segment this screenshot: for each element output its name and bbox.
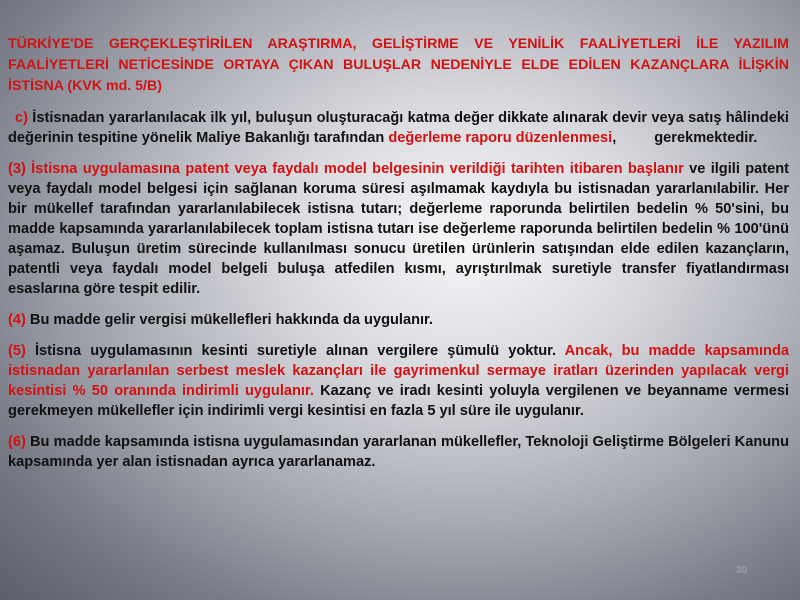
paragraph-5-highlight: Ancak, bu madde kapsamında istisnadan yararlanılan serbest meslek kazançları ile gayrimenkul sermaye iratları üzerinden yapılacak vergi kesintisi % 50 oranında indirimli uygulanır. xyxy=(8,343,789,399)
paragraph-5-marker: (5) xyxy=(8,343,26,359)
slide-title: TÜRKİYE'DE GERÇEKLEŞTİRİLEN ARAŞTIRMA, GELİŞTİRME VE YENİLİK FAALİYETLERİ İLE YAZILIM FAALİYETLERİ NETİCESİNDE ORTAYA ÇIKAN BULUŞLAR NEDENİYLE ELDE EDİLEN KAZANÇLARA İLİŞKİN İSTİSNA (KVK md. 5/B) xyxy=(8,36,789,94)
paragraph-5-text: İstisna uygulamasının kesinti suretiyle alınan vergilere şümulü yoktur. xyxy=(25,343,565,359)
paragraph-c-text: İstisnadan yararlanılacak ilk yıl, buluşun oluşturacağı katma değer dikkate alınarak devir veya satış hâlindeki değerinin tespitine yönelik Maliye Bakanlığı tarafından xyxy=(8,110,789,146)
paragraph-4-marker: (4) xyxy=(8,312,26,328)
paragraph-3 xyxy=(8,159,789,299)
paragraph-5-text-end: Kazanç ve iradı kesinti yoluyla vergilenen ve beyanname vermesi gerekmeyen mükellefler için indirimli vergi kesintisi en fazla 5 yıl süre ile uygulanır. xyxy=(8,383,789,419)
paragraph-c-end: gerekmektedir. xyxy=(654,130,758,146)
paragraph-c-highlight: değerleme raporu düzenlenmesi xyxy=(388,130,613,146)
paragraph-6-marker: (6) xyxy=(8,434,26,450)
paragraph-4 xyxy=(8,310,789,330)
paragraph-6-text: Bu madde kapsamında istisna uygulamasından yararlanan mükellefler, Teknoloji Geliştirme Bölgeleri Kanunu kapsamında yer alan istisnadan ayrıca yararlanamaz. xyxy=(8,434,789,470)
paragraph-4-text: Bu madde gelir vergisi mükellefleri hakkında da uygulanır. xyxy=(25,312,433,328)
paragraph-c xyxy=(8,108,789,148)
paragraph-3-text: ve ilgili patent veya faydalı model belgesi için sağlanan koruma süresi aşılmamak kaydıyla bu istisnadan yararlanılabilir. Her bir mükellef tarafından yararlanılabilecek istisna tutarı; değerleme raporunda belirtilen bedelin % 50'sini, bu madde kapsamında yararlanılabilecek toplam istisna tutarı ise değerleme raporunda belirtilen bedelin % 100'ünü aşamaz. Buluşun üretim sürecinde kullanılması sonucu üretilen ürünlerin satışından elde edilen kazançların, patentli veya faydalı model belgeli buluşa atfedilen kısmı, ayrıştırılmak suretiyle transfer fiyatlandırması esaslarına göre tespit edilir. xyxy=(8,161,789,297)
paragraph-c-comma: , xyxy=(612,130,617,146)
paragraph-6 xyxy=(8,432,789,472)
paragraph-3-highlight: (3) İstisna uygulamasına patent veya faydalı model belgesinin verildiği tarihten itibaren başlanır xyxy=(8,161,684,177)
page-number: 30 xyxy=(736,565,748,576)
paragraph-c-marker: c) xyxy=(15,110,28,126)
slide-content xyxy=(8,34,789,483)
paragraph-5 xyxy=(8,341,789,421)
